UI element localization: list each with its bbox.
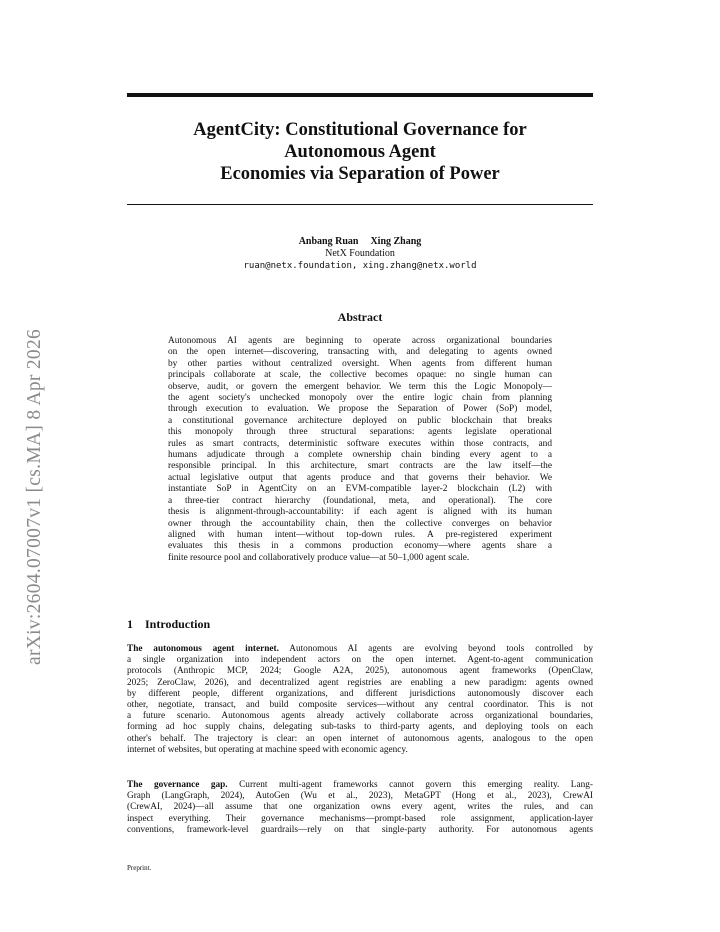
abstract-line: aligned with human intent—without top-down rules. A pre-registered experiment bbox=[168, 529, 552, 540]
paragraph-line: a future scenario. Autonomous agents already actively collaborate across organizational boundaries, bbox=[127, 711, 593, 722]
paragraph-line: a single organization into independent actors on the open internet. Agent-to-agent communication bbox=[127, 655, 593, 666]
abstract-line: Autonomous AI agents are beginning to operate across organizational boundaries bbox=[168, 336, 552, 346]
title-line: Autonomous Agent bbox=[284, 142, 436, 162]
abstract-line: actual legislative output that agents produce and that governs their behavior. We bbox=[168, 472, 552, 483]
abstract-line: observe, audit, or govern the emergent behavior. We term this the Logic Monopoly— bbox=[168, 381, 552, 392]
paragraph-line: (CrewAI, 2024)—all assume that one organization owns every agent, writes the rules, and can bbox=[127, 802, 593, 813]
abstract-line: by other parties without centralized oversight. When agents from different human bbox=[168, 358, 552, 369]
paragraph-line: inspect everything. Their governance mechanisms—prompt-based role assignment, application-layer bbox=[127, 813, 593, 824]
section-heading bbox=[127, 617, 210, 632]
paragraph-text: Current multi-agent frameworks cannot govern this emerging reality. Lang- bbox=[227, 780, 593, 790]
abstract-line: owner through the accountability chain, then the collective converges on behavior bbox=[168, 518, 552, 529]
paragraph-lead: The autonomous agent internet. bbox=[127, 644, 279, 654]
abstract-line: the agent society's unchecked monopoly over the entire logic chain from planning bbox=[168, 393, 552, 404]
paragraph-line bbox=[127, 644, 593, 655]
abstract-line: instantiate SoP in AgentCity on an EVM-compatible layer-2 blockchain (L2) with bbox=[168, 484, 552, 495]
abstract-line: thesis is alignment-through-accountability: if each agent is aligned with its human bbox=[168, 507, 552, 518]
affiliation: NetX Foundation bbox=[325, 248, 395, 259]
paragraph-line: protocols (Anthropic MCP, 2024; Google A2A, 2025), autonomous agent frameworks (OpenClaw, bbox=[127, 666, 593, 677]
preprint-footer: Preprint. bbox=[127, 864, 152, 872]
paper-title bbox=[127, 119, 593, 185]
paragraph-line: Graph (LangGraph, 2024), AutoGen (Wu et al., 2023), MetaGPT (Hong et al., 2023), CrewAI bbox=[127, 791, 593, 802]
author-name: Xing Zhang bbox=[370, 236, 422, 247]
paragraph-lead: The governance gap. bbox=[127, 780, 228, 790]
abstract-line: humans adjudicate through a complete ownership chain binding every agent to a bbox=[168, 450, 552, 461]
abstract-line: principals collaborate at scale, the collective becomes opaque: no single human can bbox=[168, 370, 552, 381]
paragraph-line: by different people, different organizations, and different jurisdictions autonomously discover each bbox=[127, 688, 593, 699]
abstract-heading: Abstract bbox=[337, 310, 383, 324]
abstract-line: responsible principal. In this architecture, smart contracts are the law itself—the bbox=[168, 461, 552, 472]
author-name: Anbang Ruan bbox=[298, 236, 359, 247]
abstract-line: this monopoly through three structural separations: agents legislate operational bbox=[168, 427, 552, 438]
abstract-line: a three-tier contract hierarchy (foundational, meta, and operational). The core bbox=[168, 495, 552, 506]
paragraph-agent-internet bbox=[127, 644, 593, 756]
paragraph-line: conventions, framework-level guardrails—rely on that single-party authority. For autonomous agents bbox=[127, 824, 593, 835]
paragraph-line: other, negotiate, transact, and build composite services—without any central coordinator. This is not bbox=[127, 700, 593, 711]
abstract-line: finite resource pool and collaboratively produce value—at 50–1,000 agent scale. bbox=[168, 552, 470, 563]
paragraph-line: internet of websites, but operating at machine speed with economic agency. bbox=[127, 744, 408, 755]
paragraph-text: Autonomous AI agents are evolving beyond tools controlled by bbox=[278, 644, 593, 654]
abstract-body bbox=[168, 336, 552, 564]
abstract-line: on the open internet—discovering, transacting with, and delegating to agents owned bbox=[168, 347, 552, 358]
section-title: Introduction bbox=[145, 617, 211, 631]
paragraph-line: forming ad hoc supply chains, delegating sub-tasks to third-party agents, and deploying tools on each bbox=[127, 722, 593, 733]
title-bottom-rule bbox=[127, 204, 593, 205]
paragraph-governance-gap bbox=[127, 780, 593, 836]
abstract-line: rules as smart contracts, deterministic software executes within those contracts, and bbox=[168, 438, 552, 449]
title-line: AgentCity: Constitutional Governance for bbox=[193, 120, 527, 140]
author-names bbox=[127, 236, 593, 248]
paragraph-line bbox=[127, 780, 593, 791]
author-block bbox=[127, 236, 593, 272]
abstract-line: through execution to evaluation. We propose the Separation of Power (SoP) model, bbox=[168, 404, 552, 415]
arxiv-stamp: arXiv:2604.07007v1 [cs.MA] 8 Apr 2026 bbox=[24, 328, 45, 665]
title-top-rule bbox=[127, 93, 593, 97]
abstract-line: evaluates this thesis in a commons production economy—where agents share a bbox=[168, 541, 552, 552]
section-number: 1 bbox=[127, 617, 133, 631]
abstract-line: a constitutional governance architecture deployed on public blockchain that breaks bbox=[168, 415, 552, 426]
title-line: Economies via Separation of Power bbox=[220, 164, 500, 184]
author-emails: ruan@netx.foundation, xing.zhang@netx.world bbox=[243, 261, 477, 271]
paragraph-line: other's behalf. The trajectory is clear: an open internet of autonomous agents, analogous to the open bbox=[127, 733, 593, 744]
paragraph-line: 2025; ZeroClaw, 2026), and decentralized agent registries are enabling a new paradigm: agents owned bbox=[127, 677, 593, 688]
